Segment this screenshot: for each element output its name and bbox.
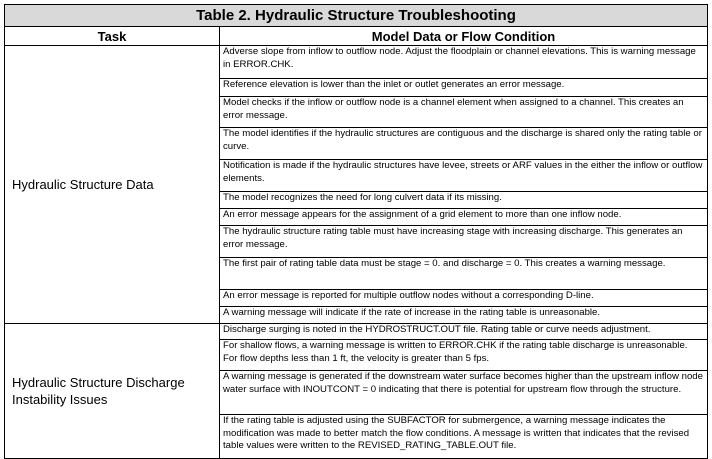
condition-cell: An error message is reported for multiple outflow nodes without a corresponding D-line.: [220, 290, 708, 307]
condition-cell: The model identifies if the hydraulic structures are contiguous and the discharge is shared only the rating table or curve.: [220, 128, 708, 160]
troubleshooting-table: [4, 4, 708, 459]
header-task: Task: [5, 27, 220, 46]
table-row: [5, 324, 708, 340]
condition-cell: Adverse slope from inflow to outflow node. Adjust the floodplain or channel elevations. This is warning message in ERROR.CHK.: [220, 46, 708, 79]
task-hydraulic-structure-data: Hydraulic Structure Data: [5, 46, 220, 324]
condition-cell: The hydraulic structure rating table must have increasing stage with increasing discharge. This generates an error message.: [220, 226, 708, 258]
condition-cell: Reference elevation is lower than the inlet or outlet generates an error message.: [220, 79, 708, 97]
condition-cell: For shallow flows, a warning message is written to ERROR.CHK if the rating table discharge is unreasonable. For flow depths less than 1 ft, the velocity is greater than 5 fps.: [220, 340, 708, 371]
condition-cell: A warning message will indicate if the rate of increase in the rating table is unreasonable.: [220, 307, 708, 324]
table-title: Table 2. Hydraulic Structure Troubleshooting: [5, 5, 708, 27]
condition-cell: A warning message is generated if the downstream water surface becomes higher than the upstream inflow node water surface with INOUTCONT = 0 indicating that there is potential for upstream flow through the structure.: [220, 371, 708, 415]
header-condition: Model Data or Flow Condition: [220, 27, 708, 46]
condition-cell: Discharge surging is noted in the HYDROSTRUCT.OUT file. Rating table or curve needs adjustment.: [220, 324, 708, 340]
condition-cell: If the rating table is adjusted using the SUBFACTOR for submergence, a warning message indicates the modification was made to better match the flow conditions. A message is written that indicates that the revised table values were written to the REVISED_RATING_TABLE.OUT file.: [220, 415, 708, 459]
condition-cell: The first pair of rating table data must be stage = 0. and discharge = 0. This creates a warning message.: [220, 258, 708, 290]
table-row: [5, 46, 708, 79]
condition-cell: Model checks if the inflow or outflow node is a channel element when assigned to a channel. This creates an error message.: [220, 97, 708, 128]
condition-cell: The model recognizes the need for long culvert data if its missing.: [220, 192, 708, 209]
condition-cell: Notification is made if the hydraulic structures have levee, streets or ARF values in the either the inflow or outflow elements.: [220, 160, 708, 192]
task-discharge-instability: Hydraulic Structure Discharge Instability Issues: [5, 324, 220, 459]
condition-cell: An error message appears for the assignment of a grid element to more than one inflow node.: [220, 209, 708, 226]
